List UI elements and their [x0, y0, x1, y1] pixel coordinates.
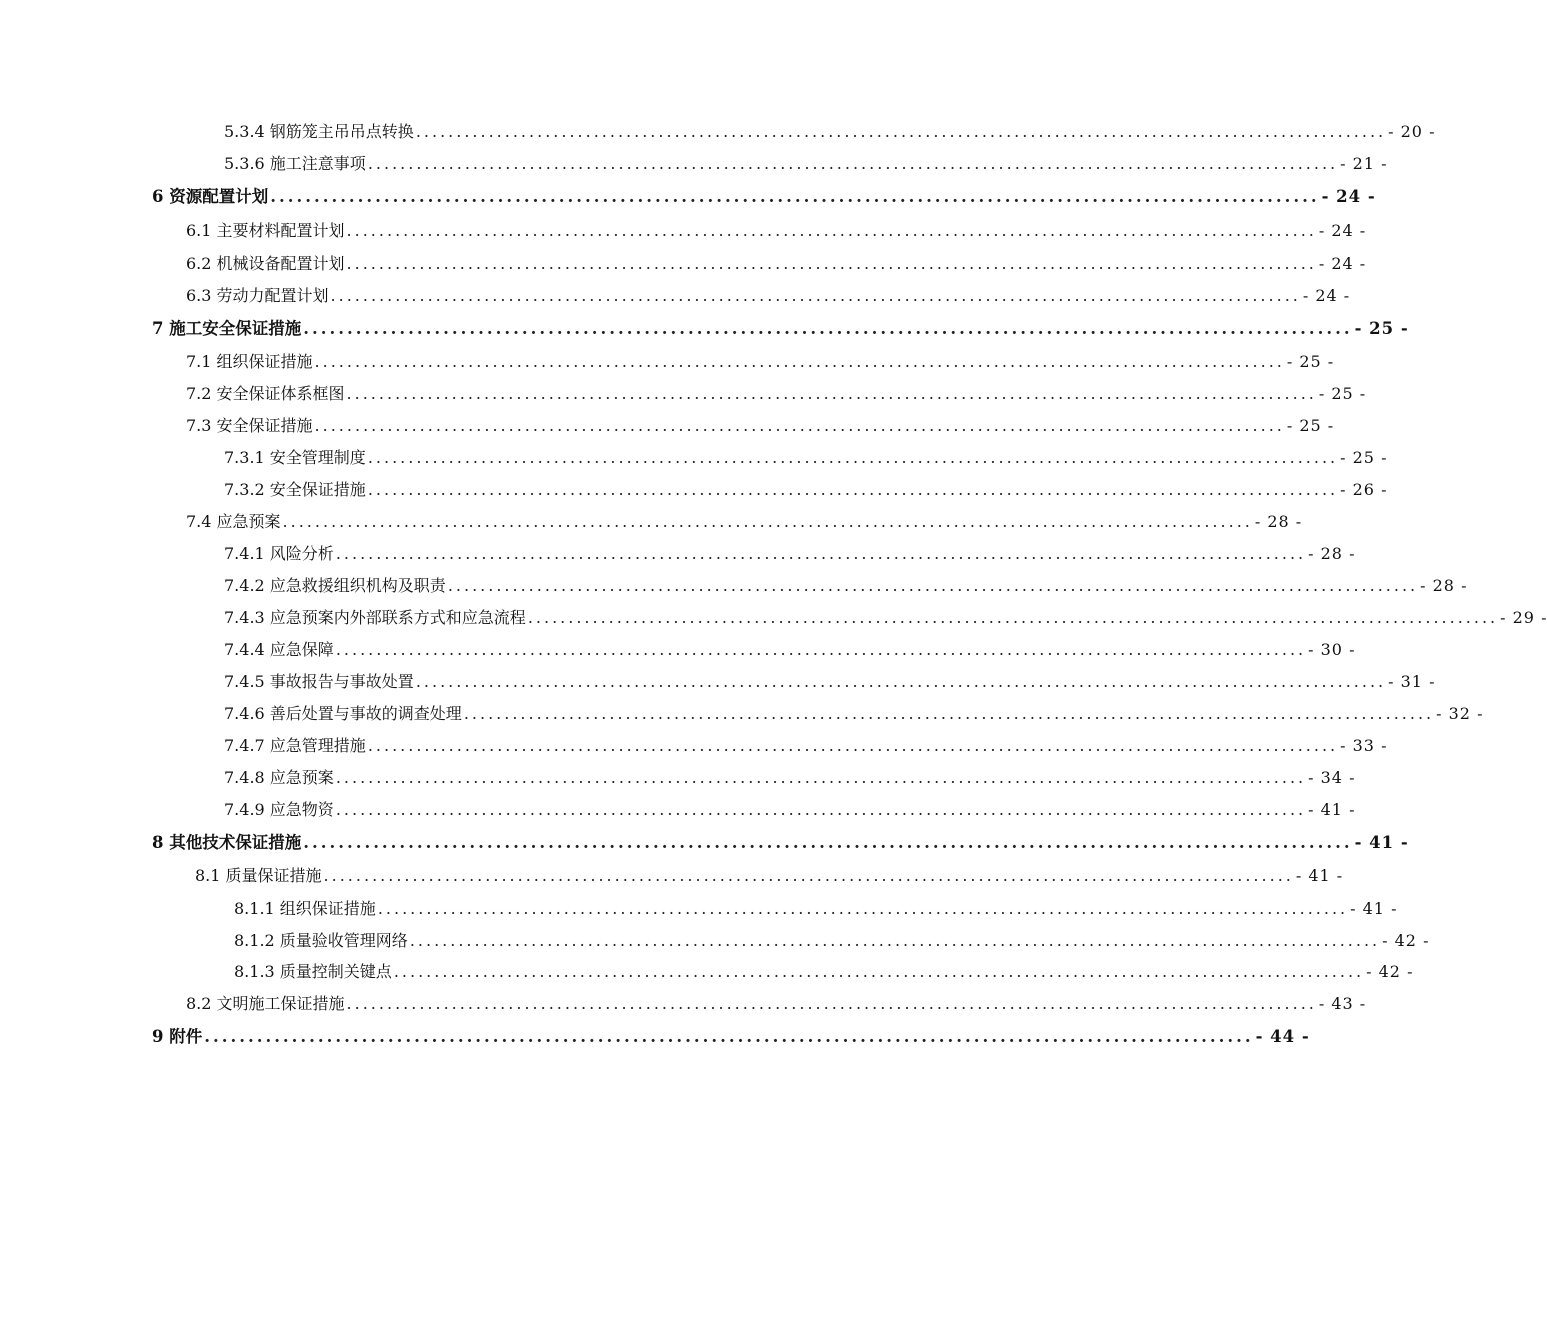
toc-entry[interactable]: [224, 734, 1388, 758]
toc-dot-leader: ........................................................................................................................: [282, 512, 1253, 531]
toc-entry-page: - 24 -: [1321, 187, 1376, 206]
toc-entry[interactable]: [224, 542, 1356, 566]
toc-dot-leader: ........................................................................................................................: [463, 704, 1435, 723]
toc-entry-title: 8.1 质量保证措施: [195, 866, 322, 885]
toc-entry-page: - 24 -: [1302, 286, 1351, 305]
toc-entry[interactable]: [224, 798, 1356, 822]
toc-entry-title: 7.4.3 应急预案内外部联系方式和应急流程: [224, 608, 526, 627]
toc-entry-page: - 41 -: [1308, 800, 1356, 819]
toc-entry[interactable]: [186, 414, 1335, 438]
toc-entry[interactable]: [234, 929, 1430, 953]
toc-entry-title: 8.2 文明施工保证措施: [186, 994, 345, 1013]
toc-entry-title: 5.3.4 钢筋笼主吊吊点转换: [224, 122, 414, 141]
toc-entry[interactable]: [224, 574, 1468, 598]
toc-entry-title: 6 资源配置计划: [152, 187, 269, 206]
toc-dot-leader: ........................................................................................................................: [409, 931, 1381, 950]
toc-entry-title: 7.4.1 风险分析: [224, 544, 334, 563]
toc-entry[interactable]: [186, 992, 1367, 1016]
toc-dot-leader: ........................................................................................................................: [367, 480, 1339, 499]
toc-entry-title: 7.4.9 应急物资: [224, 800, 334, 819]
toc-entry-title: 8.1.1 组织保证措施: [234, 899, 376, 918]
toc-entry-page: - 28 -: [1254, 512, 1303, 531]
toc-entry-title: 7.4 应急预案: [186, 512, 281, 531]
toc-entry-title: 7.4.4 应急保障: [224, 640, 334, 659]
toc-dot-leader: ........................................................................................................................: [415, 672, 1387, 691]
toc-entry-page: - 25 -: [1354, 319, 1409, 338]
toc-dot-leader: ........................................................................................................................: [270, 187, 1320, 206]
toc-entry-page: - 25 -: [1318, 384, 1367, 403]
toc-entry-page: - 34 -: [1308, 768, 1356, 787]
toc-dot-leader: ........................................................................................................................: [335, 768, 1307, 787]
toc-dot-leader: ........................................................................................................................: [346, 994, 1317, 1013]
toc-entry-page: - 28 -: [1420, 576, 1468, 595]
toc-entry-page: - 25 -: [1286, 352, 1335, 371]
toc-entry-title: 7.1 组织保证措施: [186, 352, 313, 371]
toc-dot-leader: ........................................................................................................................: [330, 286, 1301, 305]
toc-entry-title: 7.4.2 应急救援组织机构及职责: [224, 576, 446, 595]
toc-entry-page: - 44 -: [1255, 1027, 1310, 1046]
toc-entry[interactable]: [152, 831, 1409, 855]
toc-entry-page: - 41 -: [1350, 899, 1398, 918]
toc-entry-title: 6.3 劳动力配置计划: [186, 286, 329, 305]
toc-entry[interactable]: [186, 510, 1303, 534]
toc-dot-leader: ........................................................................................................................: [415, 122, 1387, 141]
toc-entry-title: 7.3.1 安全管理制度: [224, 448, 366, 467]
toc-entry[interactable]: [186, 219, 1367, 243]
toc-entry[interactable]: [224, 670, 1436, 694]
toc-entry[interactable]: [224, 638, 1356, 662]
toc-entry[interactable]: [152, 317, 1409, 341]
toc-entry-page: - 30 -: [1308, 640, 1356, 659]
toc-entry[interactable]: [152, 185, 1376, 209]
toc-dot-leader: ........................................................................................................................: [314, 352, 1285, 371]
toc-entry-page: - 24 -: [1318, 221, 1367, 240]
toc-dot-leader: ........................................................................................................................: [367, 736, 1339, 755]
toc-entry-title: 6.2 机械设备配置计划: [186, 254, 345, 273]
toc-entry-page: - 41 -: [1354, 833, 1409, 852]
toc-dot-leader: ........................................................................................................................: [346, 384, 1317, 403]
toc-entry[interactable]: [152, 1025, 1310, 1049]
toc-entry-title: 7 施工安全保证措施: [152, 319, 302, 338]
toc-entry-page: - 29 -: [1500, 608, 1547, 627]
toc-entry[interactable]: [224, 702, 1484, 726]
toc-entry-page: - 25 -: [1286, 416, 1335, 435]
toc-entry-page: - 32 -: [1436, 704, 1484, 723]
toc-entry[interactable]: [195, 864, 1344, 888]
toc-entry-title: 8.1.2 质量验收管理网络: [234, 931, 408, 950]
toc-dot-leader: ........................................................................................................................: [346, 221, 1317, 240]
toc-entry-title: 7.2 安全保证体系框图: [186, 384, 345, 403]
toc-entry-page: - 33 -: [1340, 736, 1388, 755]
toc-dot-leader: ........................................................................................................................: [303, 833, 1353, 852]
toc-entry-page: - 43 -: [1318, 994, 1367, 1013]
toc-entry[interactable]: [224, 120, 1436, 144]
toc-dot-leader: ........................................................................................................................: [335, 544, 1307, 563]
toc-entry-title: 7.4.6 善后处置与事故的调查处理: [224, 704, 462, 723]
toc-entry-title: 7.4.5 事故报告与事故处置: [224, 672, 414, 691]
toc-entry-title: 7.4.8 应急预案: [224, 768, 334, 787]
toc-dot-leader: ........................................................................................................................: [393, 962, 1365, 981]
toc-dot-leader: ........................................................................................................................: [447, 576, 1419, 595]
toc-entry[interactable]: [186, 382, 1367, 406]
toc-entry-page: - 25 -: [1340, 448, 1388, 467]
toc-entry-page: - 28 -: [1308, 544, 1356, 563]
toc-entry-page: - 24 -: [1318, 254, 1367, 273]
toc-entry[interactable]: [224, 478, 1388, 502]
toc-entry-title: 8.1.3 质量控制关键点: [234, 962, 392, 981]
toc-entry[interactable]: [234, 897, 1398, 921]
toc-dot-leader: ........................................................................................................................: [204, 1027, 1254, 1046]
toc-entry-page: - 31 -: [1388, 672, 1436, 691]
toc-dot-leader: ........................................................................................................................: [323, 866, 1294, 885]
toc-entry-page: - 21 -: [1340, 154, 1388, 173]
toc-entry-page: - 26 -: [1340, 480, 1388, 499]
toc-entry-page: - 42 -: [1382, 931, 1430, 950]
toc-entry[interactable]: [224, 152, 1388, 176]
toc-dot-leader: ........................................................................................................................: [367, 154, 1339, 173]
toc-entry-title: 7.3.2 安全保证措施: [224, 480, 366, 499]
toc-dot-leader: ........................................................................................................................: [527, 608, 1499, 627]
toc-dot-leader: ........................................................................................................................: [346, 254, 1317, 273]
toc-dot-leader: ........................................................................................................................: [335, 800, 1307, 819]
toc-entry[interactable]: [224, 766, 1356, 790]
toc-dot-leader: ........................................................................................................................: [335, 640, 1307, 659]
toc-entry[interactable]: [224, 446, 1388, 470]
toc-entry-page: - 20 -: [1388, 122, 1436, 141]
toc-entry-page: - 42 -: [1366, 962, 1414, 981]
toc-entry-title: 5.3.6 施工注意事项: [224, 154, 366, 173]
toc-entry-title: 9 附件: [152, 1027, 203, 1046]
toc-entry[interactable]: [186, 284, 1351, 308]
toc-dot-leader: ........................................................................................................................: [367, 448, 1339, 467]
toc-entry[interactable]: [186, 350, 1335, 374]
toc-entry[interactable]: [186, 252, 1367, 276]
toc-entry-title: 7.4.7 应急管理措施: [224, 736, 366, 755]
toc-dot-leader: ........................................................................................................................: [314, 416, 1285, 435]
toc-entry-page: - 41 -: [1295, 866, 1344, 885]
toc-entry[interactable]: [224, 606, 1547, 630]
toc-entry[interactable]: [234, 960, 1414, 984]
toc-entry-title: 7.3 安全保证措施: [186, 416, 313, 435]
toc-entry-title: 6.1 主要材料配置计划: [186, 221, 345, 240]
toc-dot-leader: ........................................................................................................................: [303, 319, 1353, 338]
toc-entry-title: 8 其他技术保证措施: [152, 833, 302, 852]
toc-dot-leader: ........................................................................................................................: [377, 899, 1349, 918]
